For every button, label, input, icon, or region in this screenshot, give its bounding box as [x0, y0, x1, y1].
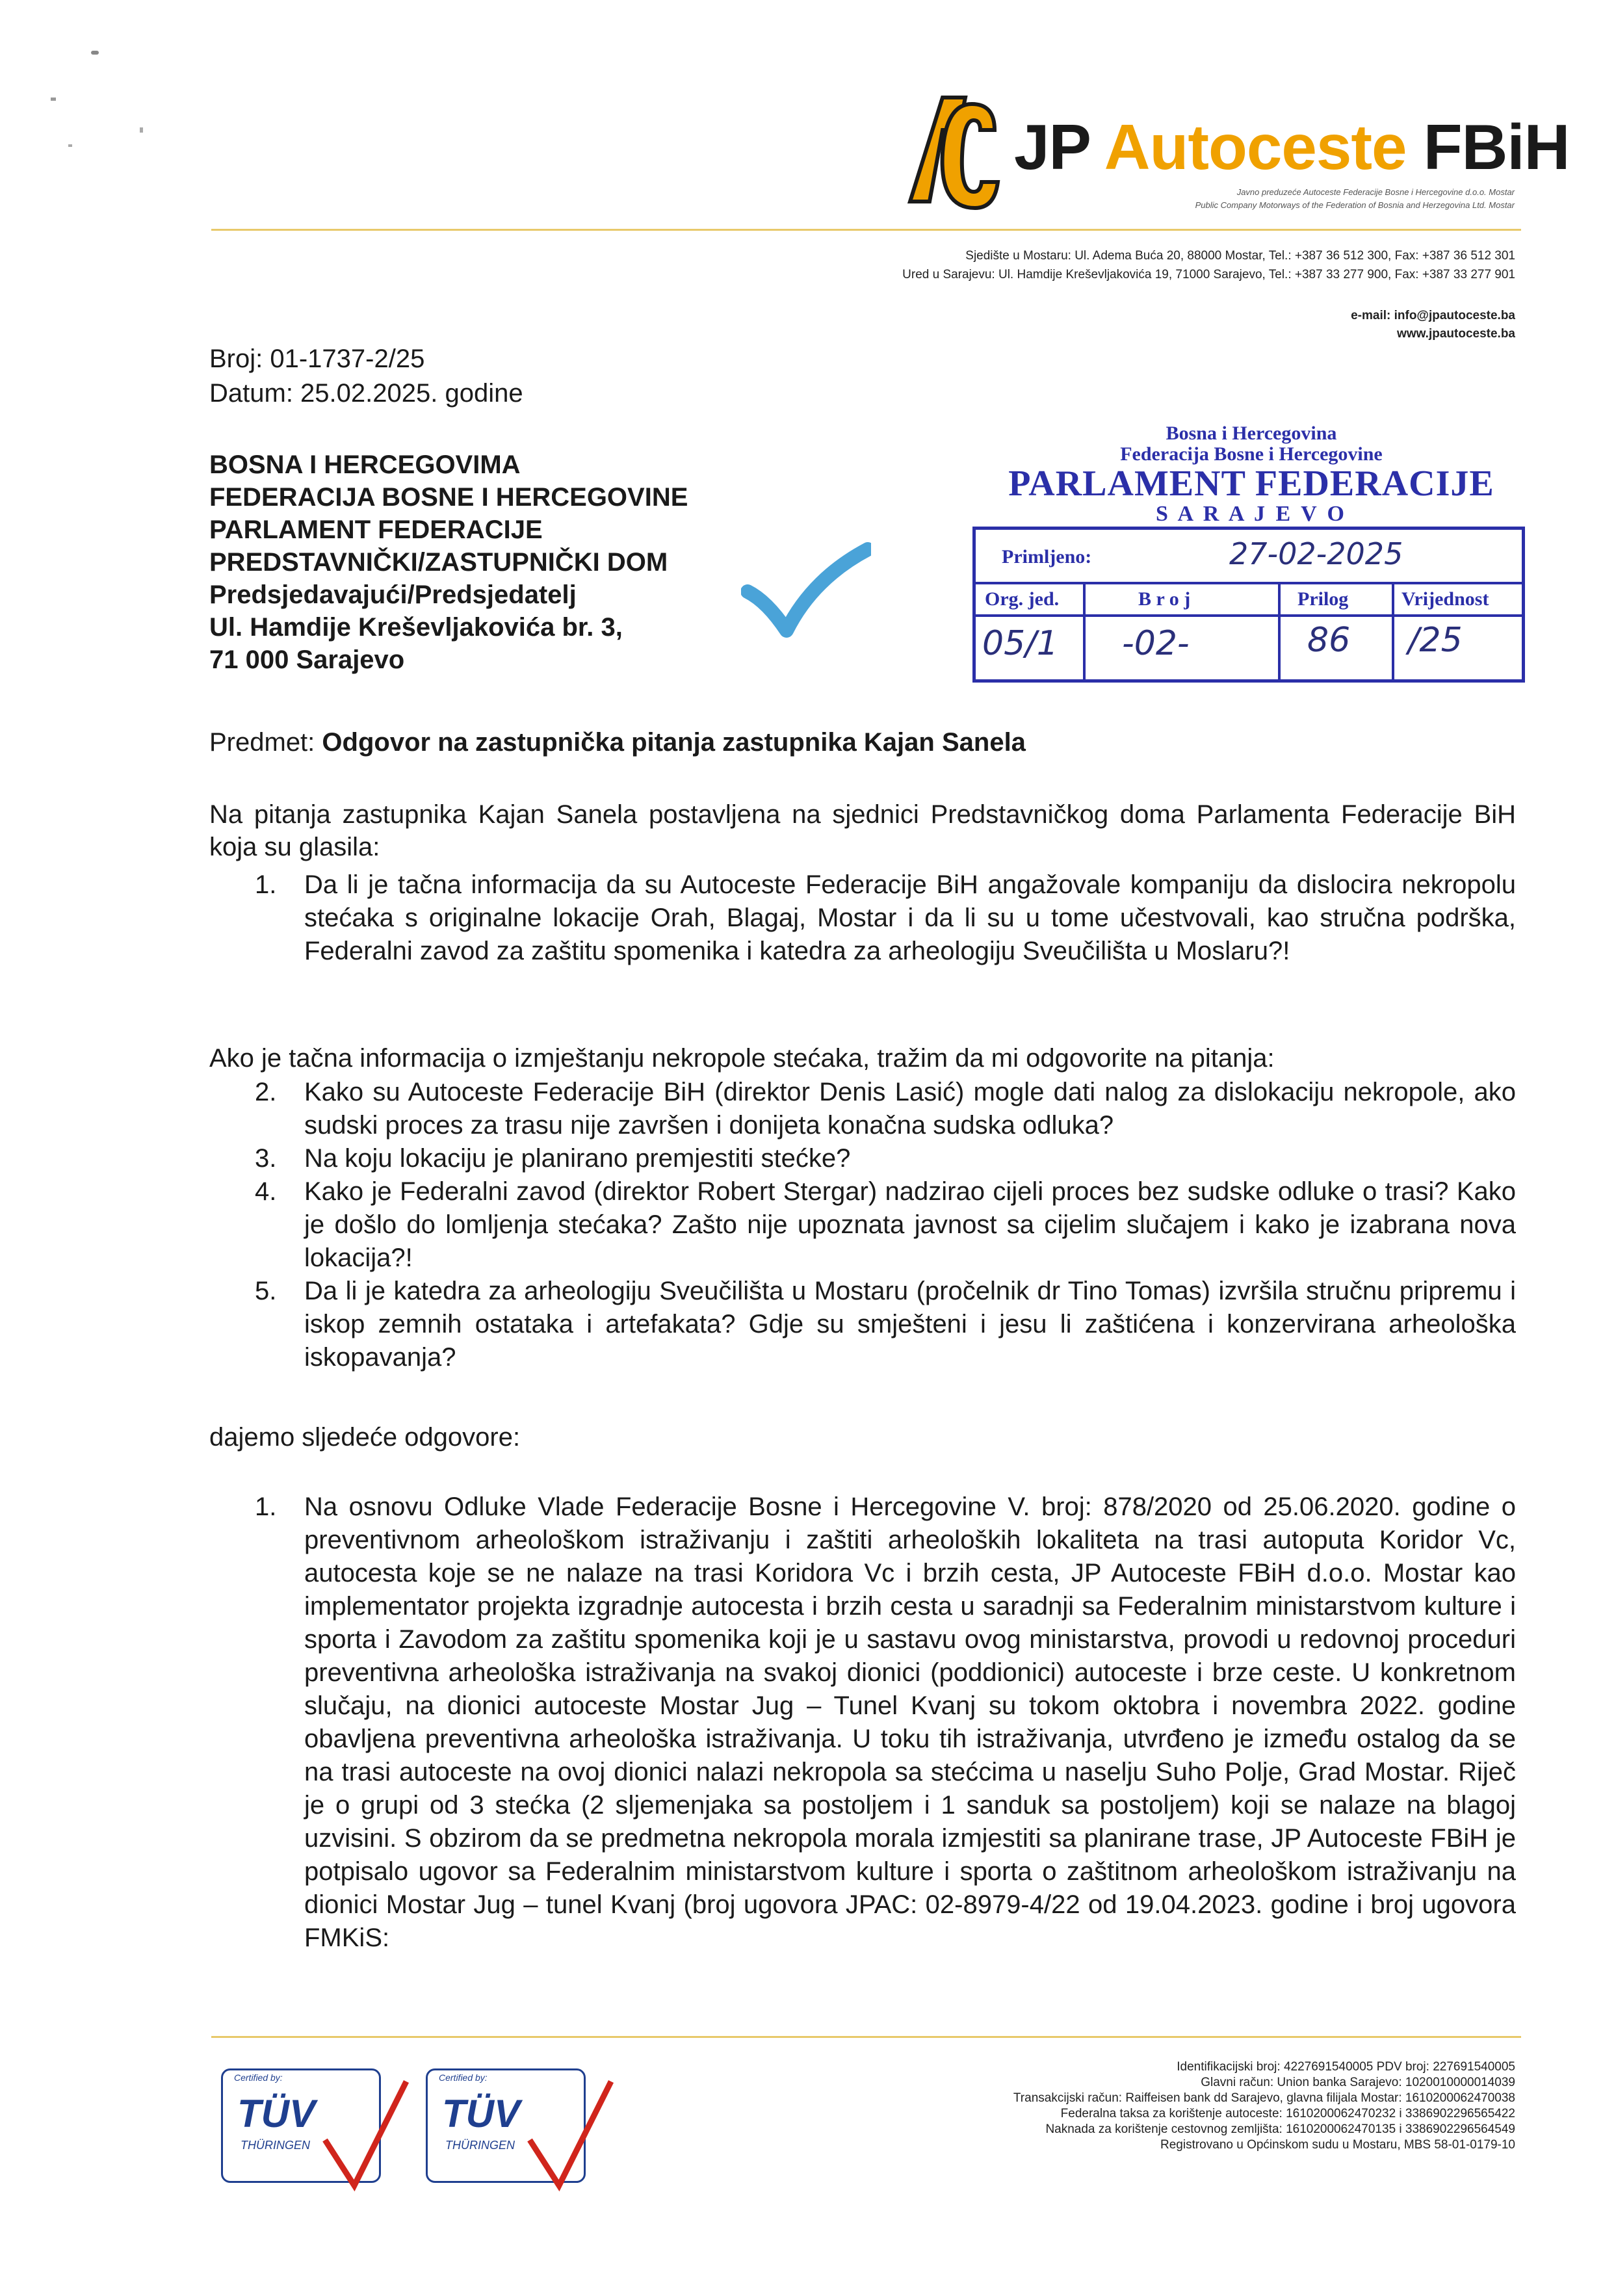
footer-registry-info: [1013, 2059, 1515, 2153]
list-item-number: 2.: [255, 1078, 277, 1106]
recipient-line: PREDSTAVNIČKI/ZASTUPNIČKI DOM: [209, 548, 668, 577]
recipient-address: [209, 449, 688, 676]
address-sarajevo: Ured u Sarajevu: Ul. Hamdije Kreševljakovića 19, 71000 Sarajevo, Tel.: +387 33 277 900, Fax: +387 33 277 901: [902, 268, 1515, 281]
email-contact[interactable]: e-mail: info@jpautoceste.ba: [1351, 309, 1515, 322]
list-item: [209, 868, 1516, 968]
list-item-text: Da li je tačna informacija da su Autoceste Federacije BiH angažovale kompaniju da dislocira nekropolu stećaka s originalne lokacije Orah, Blagaj, Mostar i da li su u tome učestvovali, kao stručna podrška, Federalni zavod za zaštitu spomenika i katedra za arheologiju Sveučilišta u Moslaru?!: [304, 870, 1516, 965]
list-item-number: 1.: [255, 1493, 277, 1521]
stamp-divider: [976, 582, 1522, 584]
footer-line: Registrovano u Općinskom sudu u Mostaru, MBS 58-01-0179-10: [1160, 2138, 1515, 2152]
company-name-suffix: FBiH: [1423, 111, 1570, 183]
tuv-certificate-badge: [221, 2062, 410, 2192]
stamp-col-value: Vrijednost: [1401, 588, 1489, 610]
checkmark-icon: [741, 540, 871, 644]
recipient-line: PARLAMENT FEDERACIJE: [209, 515, 543, 544]
footer-line: Glavni račun: Union banka Sarajevo: 1020010000014039: [1201, 2076, 1515, 2089]
intro-paragraph: Na pitanja zastupnika Kajan Sanela postavljena na sjednici Predstavničkog doma Parlamenta Federacije BiH koja su glasila:: [209, 800, 1516, 861]
footer-line: Federalna taksa za korištenje autoceste: 1610200062470232 i 3386902296565422: [1060, 2107, 1515, 2120]
recipient-line: Predsjedavajući/Predsjedatelj: [209, 581, 577, 609]
stamp-divider: [1392, 582, 1394, 679]
badge-caption: Certified by:: [234, 2072, 283, 2083]
recipient-line: Ul. Hamdije Kreševljakovića br. 3,: [209, 613, 623, 642]
scan-speck: [51, 98, 56, 101]
list-item-text: Na osnovu Odluke Vlade Federacije Bosne i Hercegovine V. broj: 878/2020 od 25.06.2020. godine o preventivnom arheološkom istraživanju i zaštiti arheoloških lokaliteta na trasi autoputa Koridor Vc, autocesta koje se ne nalaze na trasi Koridora Vc i brzih cesta, JP Autoceste FBiH d.o.o. Mostar kao implementator projekta izgradnje autocesta i brzih cesta u saradnji sa Federalnim ministarstvom kulture i sporta i Zavodom za zaštitu spomenika koji je u sastavu ovog ministarstva, provodi u redovnoj proceduri preventivna arheološka istraživanja na svakoj dionici (poddionici) autoceste i brze ceste. U konkretnom slučaju, na dionici autoceste Mostar Jug – Tunel Kvanj su tokom oktobra i novembra 2022. godine obavljena preventivna arheološka istraživanja. U toku tih istraživanja, utvrđeno je između ostalog da se na trasi autoceste na ovoj dionici nalazi nekropola sa stećcima u naselju Suho Polje, Grad Mostar. Riječ je o grupi od 3 stećka (2 sljemenjaka sa postoljem i 1 sanduk sa postoljem) koji se nalaze na blagoj uzvisini. S obzirom da se predmetna nekropola morala izmjestiti sa planirane trase, JP Autoceste FBiH je potpisalo ugovor sa Federalnim ministarstvom kulture i sporta o zaštitnom arheološkom istraživanju na dionici Mostar Jug – tunel Kvanj (broj ugovora JPAC: 02-8979-4/22 od 19.04.2023. godine i broj ugovora FMKiS:: [304, 1493, 1516, 1952]
stamp-federation: Federacija Bosne i Hercegovine: [1120, 443, 1383, 465]
stamp-col-number: B r o j: [1138, 588, 1191, 610]
list-item-number: 3.: [255, 1144, 277, 1173]
stamp-col-org: Org. jed.: [985, 588, 1060, 610]
stamp-city: S A R A J E V O: [1155, 502, 1347, 526]
stamp-divider: [1278, 582, 1281, 679]
list-item: [209, 1142, 1516, 1175]
recipient-line: 71 000 Sarajevo: [209, 646, 405, 674]
list-item-number: 5.: [255, 1277, 277, 1305]
stamp-divider: [976, 614, 1522, 617]
ac-logo-icon: [904, 91, 1001, 215]
stamp-country: Bosna i Hercegovina: [1166, 423, 1337, 444]
list-item: [209, 1175, 1516, 1275]
list-item-number: 4.: [255, 1177, 277, 1206]
badge-subtitle: THÜRINGEN: [241, 2139, 310, 2152]
company-subtitle-local: Javno preduzeće Autoceste Federacije Bosne i Hercegovine d.o.o. Mostar: [1236, 187, 1515, 197]
company-name-prefix: JP: [1014, 111, 1090, 183]
company-name: [1014, 111, 1569, 184]
recipient-line: BOSNA I HERCEGOVIMA: [209, 450, 521, 479]
scan-speck: [91, 51, 99, 55]
badge-brand: TÜV: [237, 2092, 315, 2135]
check-mark-icon: [523, 2075, 614, 2192]
company-subtitle-english: Public Company Motorways of the Federation of Bosnia and Herzegovina Ltd. Mostar: [1195, 200, 1515, 210]
document-date: Datum: 25.02.2025. godine: [209, 379, 523, 408]
reference-number: Broj: 01-1737-2/25: [209, 345, 425, 373]
question-list-2: [209, 1076, 1516, 1374]
list-item-text: Kako su Autoceste Federacije BiH (direktor Denis Lasić) mogle dati nalog za dislokaciju nekropole, ako sudski proces za trasu nije završen i donijeta konačna sudska odluka?: [304, 1078, 1516, 1140]
footer-divider: [211, 2036, 1521, 2038]
stamp-received-date: 27-02-2025: [1229, 536, 1403, 571]
stamp-received-label: Primljeno:: [1002, 546, 1092, 567]
stamp-val-value: /25: [1408, 621, 1463, 660]
subject-line: [209, 726, 1026, 759]
check-mark-icon: [319, 2075, 410, 2192]
subject-label: Predmet:: [209, 728, 315, 757]
stamp-table: [972, 527, 1525, 683]
company-logo: [904, 91, 1570, 221]
header-divider: [211, 229, 1521, 231]
list-item-text: Da li je katedra za arheologiju Sveučilišta u Mostaru (pročelnik dr Tino Tomas) izvršila stručnu pripremu i iskop zemnih ostataka i artefakata? Gdje su smješteni i jesu li zaštićena i konzervirana arheološka iskopavanja?: [304, 1277, 1516, 1372]
list-item: [209, 1275, 1516, 1374]
stamp-val-number: -02-: [1122, 624, 1190, 663]
badge-subtitle: THÜRINGEN: [445, 2139, 515, 2152]
stamp-col-attachment: Prilog: [1297, 588, 1349, 610]
recipient-line: FEDERACIJA BOSNE I HERCEGOVINE: [209, 483, 688, 512]
list-item-text: Kako je Federalni zavod (direktor Robert Stergar) nadzirao cijeli proces bez sudske odluke o trasi? Kako je došlo do lomljenja stećaka? Zašto nije upoznata javnost sa cijelim slučajem i kako je izabrana nova lokacija?!: [304, 1177, 1516, 1272]
subject-text: Odgovor na zastupnička pitanja zastupnika Kajan Sanela: [322, 728, 1026, 757]
stamp-parliament: PARLAMENT FEDERACIJE: [1008, 463, 1494, 504]
conditional-paragraph: Ako je tačna informacija o izmještanju nekropole stećaka, tražim da mi odgovorite na pitanja:: [209, 1044, 1275, 1073]
list-item: [209, 1491, 1516, 1955]
stamp-divider: [1083, 582, 1086, 679]
footer-line: Naknada za korištenje cestovnog zemljišta: 1610200062470135 i 3386902296564549: [1045, 2122, 1515, 2136]
list-item-number: 1.: [255, 870, 277, 899]
tuv-certificate-badge: [426, 2062, 614, 2192]
stamp-val-attachment: 86: [1307, 621, 1351, 660]
reception-stamp: [969, 423, 1534, 689]
website-link[interactable]: www.jpautoceste.ba: [1397, 327, 1515, 341]
list-item: [209, 1076, 1516, 1142]
company-name-main: Autoceste: [1104, 111, 1407, 183]
badge-brand: TÜV: [442, 2092, 520, 2135]
answer-list: [209, 1491, 1516, 1955]
address-mostar: Sjedište u Mostaru: Ul. Adema Buća 20, 88000 Mostar, Tel.: +387 36 512 300, Fax: +387 36 512 301: [965, 249, 1515, 263]
question-list-1: [209, 868, 1516, 968]
footer-line: Transakcijski račun: Raiffeisen bank dd Sarajevo, glavna filijala Mostar: 1610200062470038: [1013, 2091, 1515, 2105]
stamp-val-org: 05/1: [982, 624, 1058, 663]
scan-speck: [140, 127, 143, 133]
answers-intro: dajemo sljedeće odgovore:: [209, 1423, 521, 1452]
scan-speck: [68, 144, 72, 147]
footer-line: Identifikacijski broj: 4227691540005 PDV broj: 227691540005: [1177, 2060, 1515, 2074]
list-item-text: Na koju lokaciju je planirano premjestiti stećke?: [304, 1144, 851, 1173]
badge-caption: Certified by:: [439, 2072, 488, 2083]
